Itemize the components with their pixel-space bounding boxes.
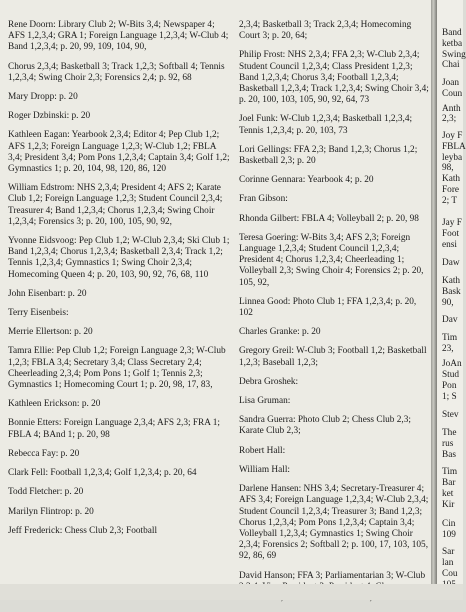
facing-page-fragment: 1; S <box>442 392 457 402</box>
facing-page-fragment: Fore <box>442 185 460 195</box>
facing-page-fragment: Tim <box>442 467 458 477</box>
directory-entry: Teresa Goering: W-Bits 3,4; AFS 2,3; Foreign Language 1,2,3,4; Student Council 1,2,3,4; President 4; Chorus 1,2,3,4; Cheerleading 1; Volleyball 2,3; Swing Choir 4; Forensics 2; p. 20, 105, 92, <box>239 232 424 288</box>
directory-entry: David Hanson; FFA 3; Parliamentarian 3; W-Club <box>239 570 426 581</box>
directory-entry: Sandra Guerra: Photo Club 2; Chess Club 2,3; Karate Club 2,3; <box>239 415 411 437</box>
facing-page-fragment: Kath <box>442 276 461 286</box>
facing-page-fragment: Band <box>442 28 462 38</box>
facing-page-fragment: Jay F <box>442 218 462 228</box>
facing-page-fragment: FBLA <box>442 142 466 152</box>
facing-page-fragment: Coun <box>442 89 463 99</box>
directory-entry: Kathleen Eagan: Yearbook 2,3,4; Editor 4; Pep Club 1,2; AFS 1,2,3; Foreign Language 1,2,3; W-Club 1,2; FBLA 3,4; President 3,4; Pom Pons 1,2,3,4; Captain 3,4; Golf 1,2; Gymnastics 1; p. 20, 104, 98, 120, 86, 120 <box>8 130 230 175</box>
directory-entry: Bonnie Etters: Foreign Language 2,3,4; AFS 2,3; FRA 1; FBLA 4; BAnd 1; p. 20, 98 <box>8 418 221 440</box>
directory-entry: Marilyn Flintrop: p. 20 <box>8 506 94 517</box>
directory-entry: Fran Gibson: <box>239 194 288 205</box>
facing-page-fragment: Dav <box>442 315 458 325</box>
facing-page-fragment: 2,3; <box>442 114 457 124</box>
facing-page-fragment: Stud <box>442 370 460 380</box>
directory-entry: William Hall: <box>239 464 291 475</box>
directory-entry: Chorus 2,3,4; Basketball 3; Track 1,2,3; Softball 4; Tennis 1,2,3,4; Swing Choir 2,3; Forensics 2,4; p. 92, 68 <box>8 61 225 83</box>
directory-entry: Philip Frost: NHS 2,3,4; FFA 2,3; W-Club 2,3,4; Student Council 1,2,3,4; Class President 1,2,3; Band 1,2,3,4; Chorus 3,4; Football 1,2,3,4; Basketball 1,2,3,4; Track 1,2,3,4; Swing Choir 3,4; p. 20, 100, 103, 105, 90, 92, 64, 73 <box>239 50 429 106</box>
facing-page-fragment: Stev <box>442 410 459 420</box>
directory-entry: Tamra Ellie: Pep Club 1,2; Foreign Language 2,3; W-Club 1,2,3; FBLA 3,4; Secretary 3,4; Class Secretary 2,4; Cheerleading 2,3,4; Pom Pons 1; Golf 1; Tennis 2,3; Gymnastics 1; Homecoming Court 1; p. 20, 98, 17, 83, <box>8 346 226 391</box>
directory-entry: Kathleen Erickson: p. 20 <box>8 399 101 410</box>
directory-entry: Rebecca Fay: p. 20 <box>8 448 80 459</box>
facing-page-fragment: rus <box>442 439 454 449</box>
directory-entry: Merrie Ellertson: p. 20 <box>8 327 93 338</box>
directory-entry: 2,3,4; Basketball 3; Track 2,3,4; Homecoming Court 3; p. 20, 64; <box>239 20 412 42</box>
facing-page-fragment: 109 <box>442 530 456 540</box>
facing-page-fragment: Bask <box>442 287 461 297</box>
facing-page-fragment: ensi <box>442 240 457 250</box>
page-bottom-edge <box>0 584 463 600</box>
facing-page-fragment: Cin <box>442 519 456 529</box>
directory-entry: Clark Fell: Football 1,2,3,4; Golf 1,2,3,4; p. 20, 64 <box>8 468 197 479</box>
facing-page-fragment: JoAn <box>442 359 462 369</box>
facing-page-fragment: Kir <box>442 500 455 510</box>
directory-entry: Mary Dropp: p. 20 <box>8 92 78 103</box>
directory-entry: Rene Doorn: Library Club 2; W-Bits 3,4; Newspaper 4; AFS 1,2,3,4; GRA 1; Foreign Language 1,2,3,4; W-Club 4; Band 1,2,3,4; p. 20, 99, 109, 104, 90, <box>8 20 229 53</box>
directory-entry: Joel Funk: W-Club 1,2,3,4; Basketball 1,2,3,4; Tennis 1,2,3,4; p. 20, 103, 73 <box>239 114 413 136</box>
facing-page-fragment: ket <box>442 489 454 499</box>
facing-page-fragment: Kath <box>442 174 461 184</box>
facing-page-fragment: Swing <box>442 50 466 60</box>
facing-page-fragment: 23, <box>442 344 454 354</box>
facing-page-fragment: 98, <box>442 163 454 173</box>
facing-page-fragment: 2; T <box>442 196 458 206</box>
directory-entry: Darlene Hansen: NHS 3,4; Secretary-Treasurer 4; AFS 3,4; Foreign Language 1,2,3,4; W-Club 2,3,4; Student Council 1,2,3,4; Treasurer 3; Band 1,2,3; Chorus 1,2,3,4; Pom Pons 1,2,3,4; Captain 3,4; Volleyball 1,2,3,4; Gymnastics 1; Swing Choir 2,3,4; Forensics 2; Softball 2; p. 100, 17, 103, 105, 92, 86, 69 <box>239 484 429 562</box>
directory-entry: Gregory Greil: W-Club 3; Football 1,2; Basketball 1,2,3; Baseball 1,2,3; <box>239 346 427 368</box>
facing-page-fragment: Daw <box>442 258 460 268</box>
facing-page-fragment: leyba <box>442 153 463 163</box>
middle-column <box>239 20 429 612</box>
left-column <box>8 20 231 545</box>
facing-page-fragment: Cou <box>442 569 458 579</box>
directory-entry: Yvonne Eidsvoog: Pep Club 1,2; W-Club 2,3,4; Ski Club 1; Band 1,2,3,4; Chorus 1,2,3,4; Basketball 2,3,4; Track 1,2; Tennis 1,2,3,4; Gymnastics 1; Swing Choir 2,3,4; Homecoming Queen 4; p. 20, 103, 90, 92, 76, 68, 110 <box>8 236 230 280</box>
facing-page-fragment: 90, <box>442 298 454 308</box>
directory-entry: Roger Dzbinski: p. 20 <box>8 111 91 122</box>
directory-entry: Linnea Good: Photo Club 1; FFA 1,2,3,4; p. 20, 102 <box>239 296 417 319</box>
facing-page-fragment: Bas <box>442 450 456 460</box>
directory-entry: John Eisenbart: p. 20 <box>8 288 87 299</box>
directory-entry: Debra Groshek: <box>239 376 299 387</box>
facing-page-fragment: Anth <box>442 104 461 114</box>
directory-entry: William Edstrom: NHS 2,3,4; President 4; AFS 2; Karate Club 1,2; Foreign Language 1,2,3; Student Council 2,3,4; Treasurer 4; Band 1,2,3,4; Chorus 1,2,3,4; Swing Choir 1,2,3,4; Forensics 3; p. 20, 100, 105, 90, 92, <box>8 183 223 227</box>
facing-page-edge <box>437 0 466 600</box>
facing-page-fragment: Tim <box>442 333 458 343</box>
facing-page-fragment: Pon <box>442 381 457 391</box>
directory-entry: Corinne Gennara: Yearbook 4; p. 20 <box>239 175 374 186</box>
facing-page-fragment: The <box>442 428 457 438</box>
directory-entry: Robert Hall: <box>239 445 286 456</box>
facing-page-fragment: Joy F <box>442 131 463 141</box>
directory-entry: Lori Gellings: FFA 2,3; Band 1,2,3; Chorus 1,2; Basketball 2,3; p. 20 <box>239 144 418 167</box>
directory-entry: Jeff Frederick: Chess Club 2,3; Football <box>8 525 158 536</box>
directory-entry: Charles Granke: p. 20 <box>239 327 321 338</box>
directory-entry: Terry Eisenbeis: <box>8 308 69 319</box>
facing-page-fragment: Bar <box>442 478 456 488</box>
facing-page-fragment: Chai <box>442 60 460 70</box>
directory-entry: Lisa Gruman: <box>239 396 291 407</box>
facing-page-fragment: Sar <box>442 547 455 557</box>
directory-entry: Rhonda Gilbert: FBLA 4; Volleyball 2; p. 20, 98 <box>239 213 419 224</box>
directory-entry: Todd Fletcher: p. 20 <box>8 487 84 498</box>
facing-page-fragment: Foot <box>442 229 460 239</box>
facing-page-fragment: lan <box>442 558 454 568</box>
facing-page-fragment: ketba <box>442 39 463 49</box>
facing-page-fragment: Joan <box>442 78 460 88</box>
